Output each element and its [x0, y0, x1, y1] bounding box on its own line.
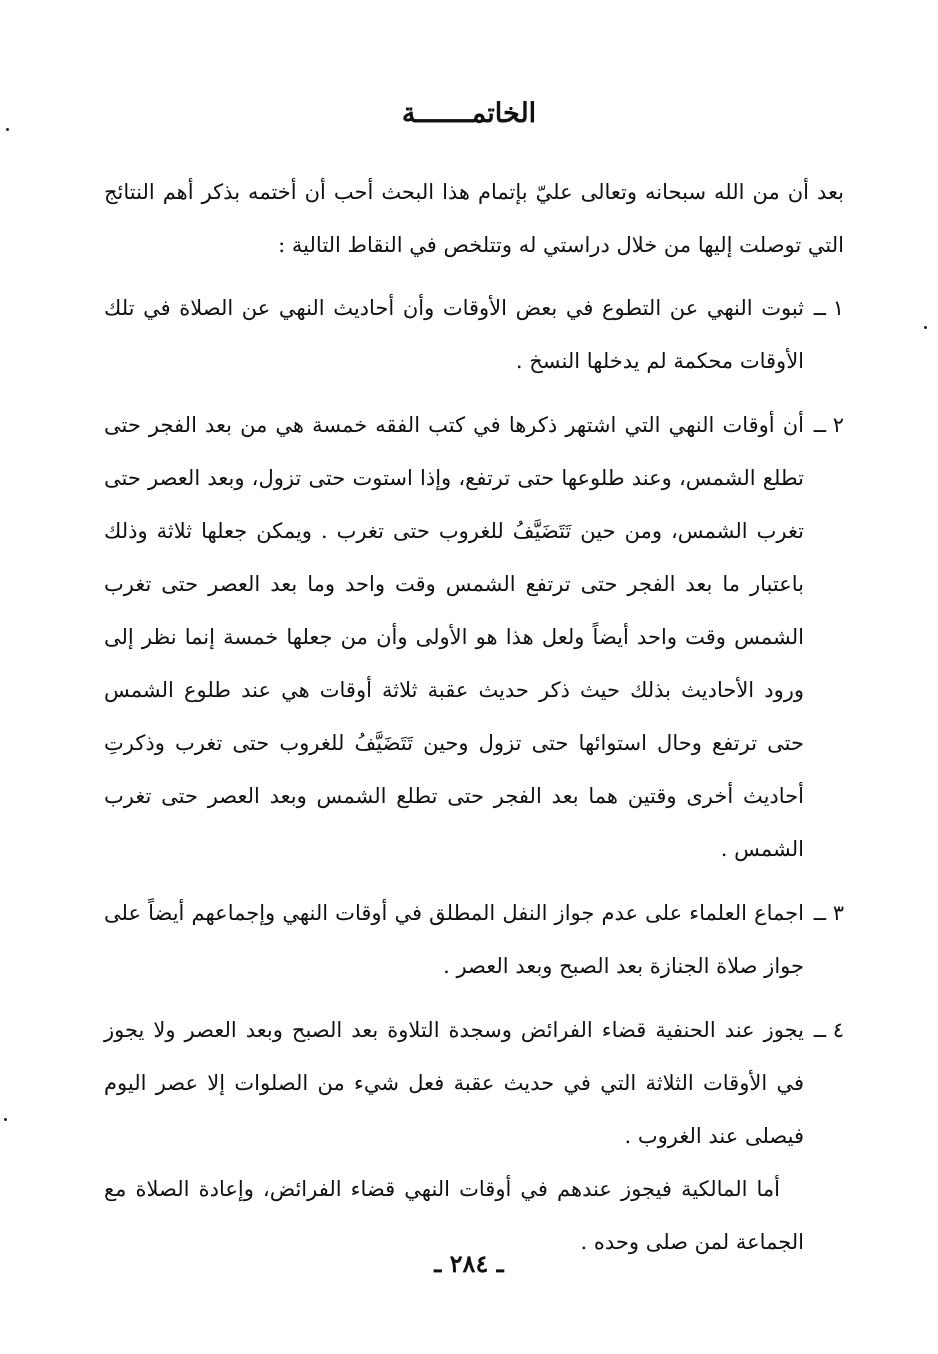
list-item-number: ١ ــ	[813, 296, 844, 320]
list-item-2	[104, 399, 844, 876]
scan-speck	[924, 326, 927, 329]
list-item-1	[104, 282, 844, 388]
list-item-text: اجماع العلماء على عدم جواز النفل المطلق في أوقات النهي وإجماعهم أيضاً على جواز صلاة الجنازة بعد الصبح وبعد العصر .	[104, 901, 804, 978]
intro-paragraph: بعد أن من الله سبحانه وتعالى عليّ بإتمام هذا البحث أحب أن أختمه بذكر أهم النتائج التي توصلت إليها من خلال دراستي له وتتلخص في النقاط التالية :	[104, 180, 844, 257]
list-item-4	[104, 1004, 844, 1163]
list-item-number: ٢ ــ	[813, 413, 844, 437]
scan-speck	[4, 1118, 7, 1121]
body-text	[104, 166, 844, 1269]
list-item-number: ٤ ــ	[813, 1018, 844, 1042]
list-item-text: ثبوت النهي عن التطوع في بعض الأوقات وأن أحاديث النهي عن الصلاة في تلك الأوقات محكمة لم يدخلها النسخ .	[104, 296, 804, 373]
list-item-text: أن أوقات النهي التي اشتهر ذكرها في كتب الفقه خمسة هي من بعد الفجر حتى تطلع الشمس، وعند طلوعها حتى ترتفع، وإذا استوت حتى تزول، وبعد العصر حتى تغرب الشمس، ومن حين تَتَضَيَّفُ للغروب حتى تغرب . ويمكن جعلها ثلاثة وذلك باعتبار ما بعد الفجر حتى ترتفع الشمس وقت واحد وما بعد العصر حتى تغرب الشمس وقت واحد أيضاً ولعل هذا هو الأولى وأن من جعلها خمسة إنما نظر إلى ورود الأحاديث بذلك حيث ذكر حديث عقبة ثلاثة أوقات هي عند طلوع الشمس حتى ترتفع وحال استوائها حتى تزول وحين تَتَضَيَّفُ للغروب حتى تغرب وذكرتِ أحاديث أخرى وقتين هما بعد الفجر حتى تطلع الشمس وبعد العصر حتى تغرب الشمس .	[104, 413, 804, 861]
page-title: الخاتمـــــــة	[401, 98, 537, 129]
list-item-text: يجوز عند الحنفية قضاء الفرائض وسجدة التلاوة بعد الصبح وبعد العصر ولا يجوز في الأوقات الثلاثة التي في حديث عقبة فعل شيء من الصلوات إلا عصر اليوم فيصلى عند الغروب .	[104, 1018, 804, 1148]
list-item-3	[104, 887, 844, 993]
scan-speck	[6, 128, 9, 131]
page-number: ـ ٢٨٤ ـ	[434, 1249, 504, 1278]
list-item-number: ٣ ــ	[813, 901, 844, 925]
sub-paragraph: أما المالكية فيجوز عندهم في أوقات النهي قضاء الفرائض، وإعادة الصلاة مع الجماعة لمن صلى وحده .	[104, 1177, 804, 1254]
